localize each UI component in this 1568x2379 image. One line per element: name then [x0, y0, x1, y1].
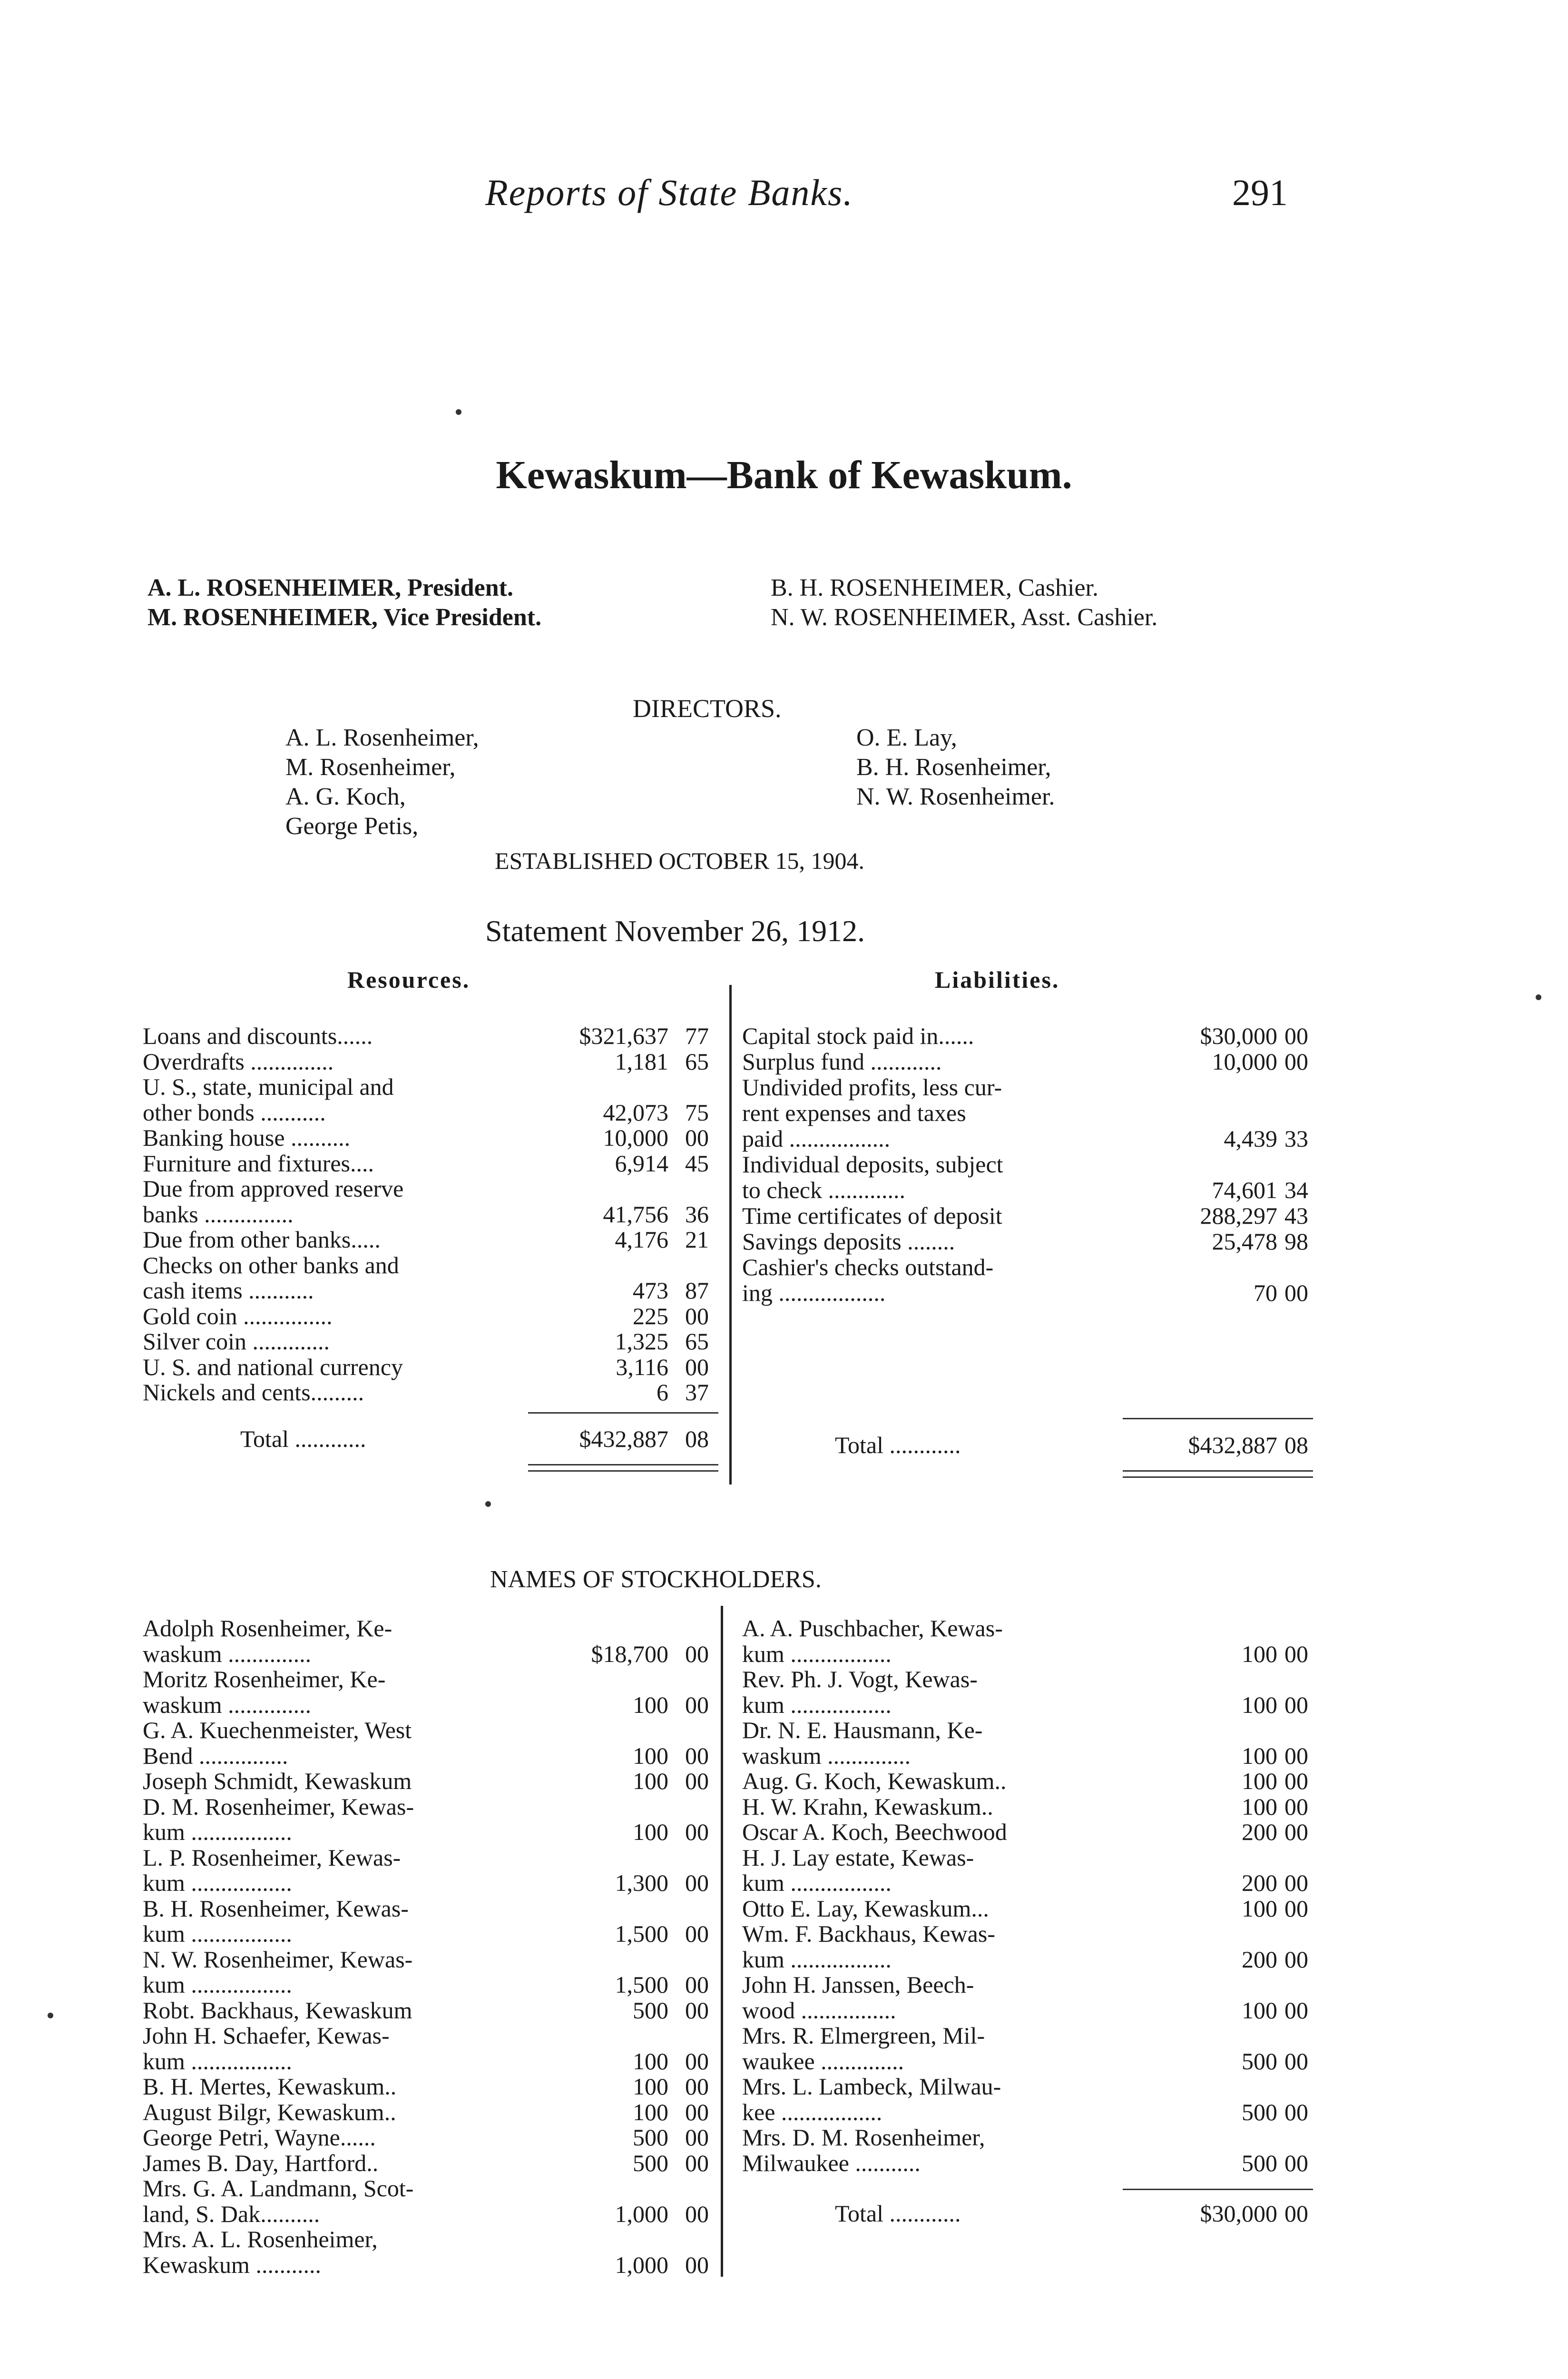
row-cents: 00 [685, 1996, 709, 2024]
row-label: banks ............... [143, 1200, 294, 1228]
director: A. G. Koch, [285, 783, 406, 810]
row-dollars: 42,073 [603, 1099, 668, 1126]
row-cents: 00 [685, 1971, 709, 1998]
row-label: B. H. Rosenheimer, Kewas- [143, 1895, 409, 1922]
director: N. W. Rosenheimer. [856, 783, 1055, 810]
row-cents: 00 [685, 1869, 709, 1896]
row-cents: 00 [685, 1302, 709, 1329]
row-label: Wm. F. Backhaus, Kewas- [742, 1920, 995, 1947]
established-date: ESTABLISHED OCTOBER 15, 1904. [495, 847, 865, 874]
row-label: Surplus fund ............ [742, 1048, 942, 1075]
row-label: kum ................. [742, 1946, 892, 1973]
total-label: Total ............ [240, 1425, 366, 1452]
row-label: James B. Day, Hartford.. [143, 2149, 379, 2176]
row-cents: 00 [685, 1640, 709, 1667]
director: George Petis, [285, 813, 419, 840]
row-dollars: 100 [633, 1742, 668, 1769]
row-label: kum ................. [143, 1869, 292, 1896]
liabilities-double-rule [1123, 1476, 1313, 1478]
row-dollars: 100 [1242, 1742, 1277, 1769]
row-dollars: 6 [657, 1379, 668, 1406]
row-label: Robt. Backhaus, Kewaskum [143, 1996, 412, 2024]
total-dollars: $432,887 [579, 1425, 668, 1452]
row-label: Mrs. R. Elmergreen, Mil- [742, 2022, 985, 2049]
row-label: kum ................. [742, 1869, 892, 1896]
total-cents: 00 [1284, 2200, 1308, 2227]
row-dollars: 10,000 [603, 1124, 668, 1151]
row-label: G. A. Kuechenmeister, West [143, 1717, 412, 1743]
total-dollars: $30,000 [1200, 2200, 1277, 2227]
row-dollars: 288,297 [1200, 1202, 1277, 1229]
row-dollars: 100 [1242, 1996, 1277, 2024]
director: M. Rosenheimer, [285, 754, 456, 781]
officers-right [771, 573, 1157, 632]
column-divider [729, 985, 732, 1484]
total-label: Total ............ [835, 1432, 961, 1458]
row-dollars: 500 [633, 1996, 668, 2024]
row-label: rent expenses and taxes [742, 1100, 966, 1126]
row-cents: 00 [685, 2047, 709, 2074]
row-label: Furniture and fixtures.... [143, 1150, 374, 1177]
row-label: Capital stock paid in...... [742, 1022, 974, 1049]
row-cents: 36 [685, 1200, 709, 1228]
row-label: Milwaukee ........... [742, 2149, 921, 2176]
director: A. L. Rosenheimer, [285, 724, 479, 751]
row-dollars: 100 [1242, 1895, 1277, 1922]
directors-heading: DIRECTORS. [633, 694, 782, 723]
row-dollars: 1,000 [615, 2200, 668, 2227]
resources-double-rule [528, 1470, 718, 1472]
bank-title: Kewaskum—Bank of Kewaskum. [496, 453, 1072, 497]
row-dollars: 70 [1254, 1279, 1277, 1306]
row-cents: 87 [685, 1277, 709, 1304]
row-label: Overdrafts .............. [143, 1048, 334, 1075]
row-label: H. W. Krahn, Kewaskum.. [742, 1793, 993, 1820]
row-dollars: 100 [633, 2098, 668, 2125]
row-cents: 00 [685, 2200, 709, 2227]
officer-vice-president: M. ROSENHEIMER, Vice President. [147, 604, 542, 631]
page-number: 291 [1232, 172, 1288, 213]
row-label: kum ................. [143, 1819, 292, 1845]
row-dollars: 225 [633, 1302, 668, 1329]
row-cents: 00 [1284, 1691, 1308, 1718]
row-dollars: 500 [633, 2124, 668, 2151]
row-dollars: 74,601 [1212, 1177, 1277, 1203]
row-dollars: 500 [1242, 2098, 1277, 2125]
row-label: Banking house .......... [143, 1124, 351, 1151]
row-label: Mrs. A. L. Rosenheimer, [143, 2226, 378, 2252]
row-cents: 00 [685, 2149, 709, 2176]
liabilities-double-rule [1123, 1470, 1313, 1472]
row-cents: 77 [685, 1022, 709, 1049]
row-dollars: 6,914 [615, 1150, 668, 1177]
row-dollars: 1,325 [615, 1328, 668, 1355]
row-label: cash items ........... [143, 1277, 314, 1304]
stockholders-heading: NAMES OF STOCKHOLDERS. [490, 1566, 822, 1593]
row-label: Moritz Rosenheimer, Ke- [143, 1666, 386, 1692]
row-label: kum ................. [742, 1640, 892, 1667]
row-dollars: 100 [1242, 1640, 1277, 1667]
directors-left [285, 723, 479, 841]
row-dollars: 25,478 [1212, 1228, 1277, 1255]
officer-president: A. L. ROSENHEIMER, President. [147, 574, 513, 601]
row-cents: 43 [1284, 1202, 1308, 1229]
row-label: Time certificates of deposit [742, 1202, 1002, 1229]
row-label: waukee .............. [742, 2047, 904, 2074]
row-label: Rev. Ph. J. Vogt, Kewas- [742, 1666, 978, 1692]
row-cents: 00 [1284, 1279, 1308, 1306]
row-cents: 00 [685, 1920, 709, 1947]
row-label: Adolph Rosenheimer, Ke- [143, 1615, 392, 1642]
row-label: Bend ............... [143, 1742, 288, 1769]
row-dollars: 500 [1242, 2149, 1277, 2176]
row-label: Checks on other banks and [143, 1251, 399, 1278]
row-label: Mrs. D. M. Rosenheimer, [742, 2124, 985, 2151]
row-dollars: 1,000 [615, 2251, 668, 2278]
row-dollars: 100 [633, 1768, 668, 1794]
row-label: Loans and discounts...... [143, 1022, 373, 1049]
row-cents: 00 [1284, 1640, 1308, 1667]
row-cents: 00 [1284, 1742, 1308, 1769]
row-cents: 00 [1284, 1793, 1308, 1820]
row-cents: 00 [685, 1742, 709, 1769]
row-label: A. A. Puschbacher, Kewas- [742, 1615, 1003, 1642]
row-label: wood ................ [742, 1996, 896, 2024]
row-cents: 00 [1284, 1946, 1308, 1973]
row-label: Otto E. Lay, Kewaskum... [742, 1895, 989, 1922]
row-label: N. W. Rosenheimer, Kewas- [143, 1946, 413, 1973]
row-cents: 00 [685, 2073, 709, 2100]
director: B. H. Rosenheimer, [856, 754, 1051, 781]
row-cents: 00 [1284, 1819, 1308, 1845]
row-label: U. S., state, municipal and [143, 1073, 394, 1100]
row-label: John H. Janssen, Beech- [742, 1971, 974, 1998]
row-label: H. J. Lay estate, Kewas- [742, 1844, 974, 1871]
row-cents: 00 [1284, 1022, 1308, 1049]
row-dollars: 3,116 [616, 1353, 668, 1380]
total-cents: 08 [1284, 1432, 1308, 1458]
statement-date: Statement November 26, 1912. [485, 914, 865, 948]
print-speck [48, 2013, 53, 2018]
row-cents: 00 [1284, 1869, 1308, 1896]
total-cents: 08 [685, 1425, 709, 1452]
row-dollars: 100 [633, 2073, 668, 2100]
row-dollars: 200 [1242, 1946, 1277, 1973]
print-speck [485, 1501, 491, 1507]
row-dollars: 500 [633, 2149, 668, 2176]
row-dollars: 41,756 [603, 1200, 668, 1228]
row-dollars: 200 [1242, 1869, 1277, 1896]
officer-cashier: B. H. ROSENHEIMER, Cashier. [771, 574, 1098, 601]
row-cents: 00 [685, 1353, 709, 1380]
row-label: Joseph Schmidt, Kewaskum [143, 1768, 412, 1794]
row-dollars: 1,181 [615, 1048, 668, 1075]
total-label: Total ............ [835, 2200, 961, 2227]
row-dollars: 100 [1242, 1768, 1277, 1794]
row-label: Kewaskum ........... [143, 2251, 321, 2278]
row-label: Savings deposits ........ [742, 1228, 955, 1255]
row-cents: 00 [1284, 1048, 1308, 1075]
row-label: Mrs. G. A. Landmann, Scot- [143, 2175, 414, 2202]
officer-asst-cashier: N. W. ROSENHEIMER, Asst. Cashier. [771, 604, 1158, 631]
row-cents: 00 [685, 1124, 709, 1151]
row-label: Silver coin ............. [143, 1328, 330, 1355]
row-cents: 45 [685, 1150, 709, 1177]
row-label: kum ................. [143, 1920, 292, 1947]
row-dollars: 1,500 [615, 1971, 668, 1998]
page-header [0, 171, 1568, 228]
row-dollars: 100 [633, 2047, 668, 2074]
row-dollars: 100 [1242, 1691, 1277, 1718]
row-cents: 00 [1284, 1768, 1308, 1794]
row-cents: 00 [685, 2251, 709, 2278]
row-cents: 21 [685, 1226, 709, 1253]
row-dollars: 473 [633, 1277, 668, 1304]
row-cents: 00 [685, 2098, 709, 2125]
row-label: kum ................. [143, 1971, 292, 1998]
row-cents: 00 [1284, 1996, 1308, 2024]
row-dollars: $321,637 [579, 1022, 668, 1049]
row-cents: 65 [685, 1048, 709, 1075]
row-dollars: 500 [1242, 2047, 1277, 2074]
row-dollars: 200 [1242, 1819, 1277, 1845]
resources-heading: Resources. [347, 966, 470, 993]
row-label: Undivided profits, less cur- [742, 1074, 1002, 1101]
row-label: waskum .............. [742, 1742, 911, 1769]
row-cents: 00 [685, 1819, 709, 1845]
row-label: Aug. G. Koch, Kewaskum.. [742, 1768, 1007, 1794]
running-title: Reports of State Banks. [485, 172, 853, 213]
resources-double-rule [528, 1464, 718, 1465]
row-cents: 34 [1284, 1177, 1308, 1203]
row-label: kum ................. [143, 2047, 292, 2074]
row-dollars: $30,000 [1200, 1022, 1277, 1049]
row-label: waskum .............. [143, 1691, 312, 1718]
row-label: Gold coin ............... [143, 1302, 333, 1329]
row-cents: 98 [1284, 1228, 1308, 1255]
row-label: Oscar A. Koch, Beechwood [742, 1819, 1007, 1845]
row-label: August Bilgr, Kewaskum.. [143, 2098, 396, 2125]
total-dollars: $432,887 [1188, 1432, 1277, 1458]
row-label: Dr. N. E. Hausmann, Ke- [742, 1717, 983, 1743]
row-label: to check ............. [742, 1177, 905, 1203]
row-label: paid ................. [742, 1125, 891, 1152]
row-dollars: 100 [1242, 1793, 1277, 1820]
row-cents: 00 [1284, 2098, 1308, 2125]
row-label: land, S. Dak.......... [143, 2200, 320, 2227]
row-label: John H. Schaefer, Kewas- [143, 2022, 390, 2049]
liabilities-total-rule [1123, 1418, 1313, 1419]
print-speck [456, 409, 461, 415]
row-cents: 75 [685, 1099, 709, 1126]
row-cents: 00 [1284, 1895, 1308, 1922]
row-label: waskum .............. [143, 1640, 312, 1667]
liabilities-heading: Liabilities. [935, 966, 1060, 993]
row-label: L. P. Rosenheimer, Kewas- [143, 1844, 401, 1871]
row-dollars: 10,000 [1212, 1048, 1277, 1075]
director: O. E. Lay, [856, 724, 957, 751]
row-label: D. M. Rosenheimer, Kewas- [143, 1793, 414, 1820]
row-label: Nickels and cents......... [143, 1379, 364, 1406]
stockholders-total-rule [1123, 2189, 1313, 2190]
row-cents: 00 [685, 2124, 709, 2151]
directors-right [856, 723, 1055, 812]
row-dollars: 1,300 [615, 1869, 668, 1896]
row-cents: 00 [685, 1768, 709, 1794]
row-cents: 33 [1284, 1125, 1308, 1152]
row-label: kee ................. [742, 2098, 882, 2125]
row-label: Due from other banks..... [143, 1226, 381, 1253]
row-label: Individual deposits, subject [742, 1151, 1003, 1178]
row-cents: 00 [685, 1691, 709, 1718]
row-dollars: 100 [633, 1819, 668, 1845]
row-cents: 37 [685, 1379, 709, 1406]
row-label: Mrs. L. Lambeck, Milwau- [742, 2073, 1001, 2100]
row-label: other bonds ........... [143, 1099, 326, 1126]
row-label: B. H. Mertes, Kewaskum.. [143, 2073, 397, 2100]
row-dollars: 4,439 [1224, 1125, 1277, 1152]
row-cents: 00 [1284, 2149, 1308, 2176]
row-dollars: 4,176 [615, 1226, 668, 1253]
row-label: Due from approved reserve [143, 1175, 404, 1202]
print-speck [1536, 994, 1541, 1000]
resources-total-rule [528, 1412, 718, 1414]
row-label: Cashier's checks outstand- [742, 1254, 994, 1280]
row-cents: 00 [1284, 2047, 1308, 2074]
row-cents: 65 [685, 1328, 709, 1355]
row-dollars: 1,500 [615, 1920, 668, 1947]
row-label: kum ................. [742, 1691, 892, 1718]
stockholders-divider [721, 1606, 723, 2277]
row-label: U. S. and national currency [143, 1353, 403, 1380]
row-dollars: 100 [633, 1691, 668, 1718]
row-dollars: $18,700 [591, 1640, 668, 1667]
row-label: George Petri, Wayne...... [143, 2124, 376, 2151]
officers-left [147, 573, 541, 632]
row-label: ing .................. [742, 1279, 886, 1306]
